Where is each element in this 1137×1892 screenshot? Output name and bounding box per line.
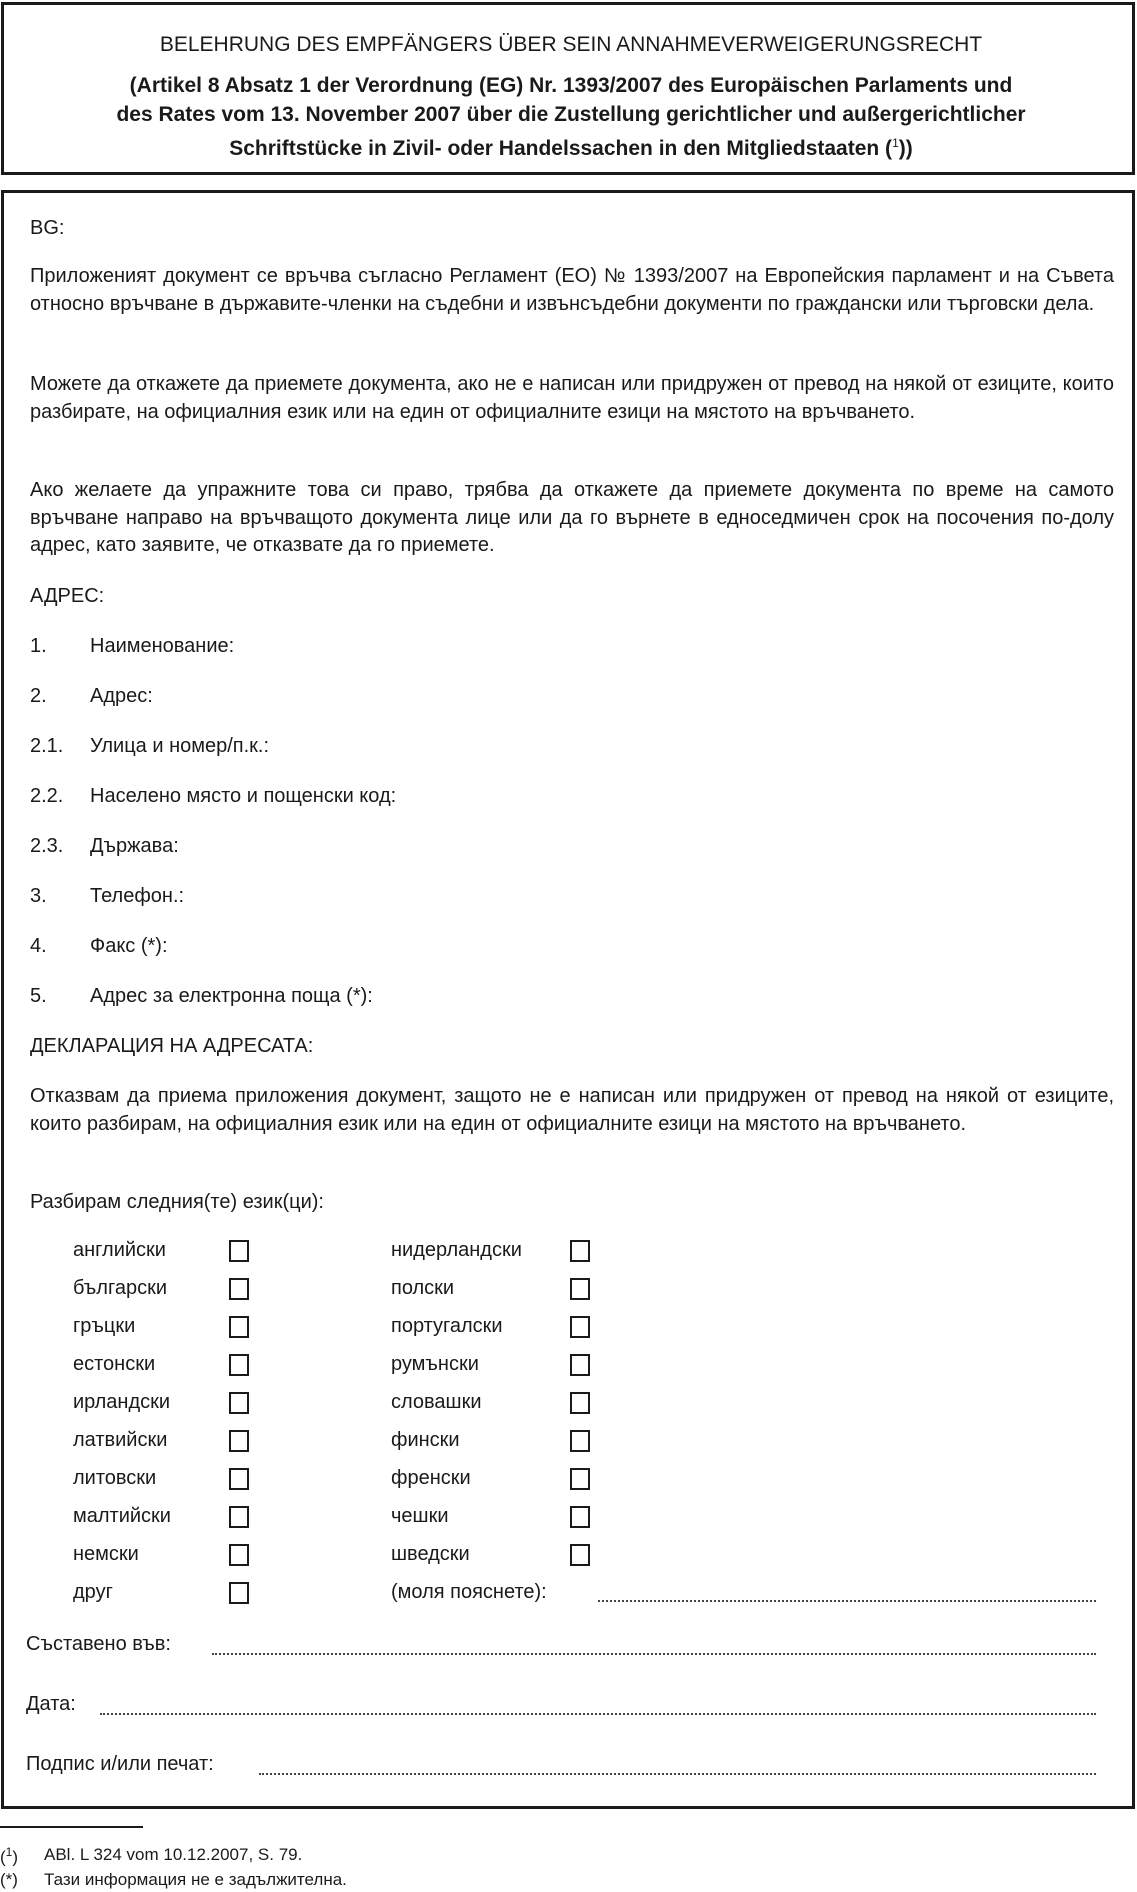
checkbox-swedish[interactable]	[570, 1544, 590, 1566]
address-field-address: Адрес:	[90, 685, 153, 707]
address-field-fax: Факс (*):	[90, 935, 168, 957]
language-label-swedish: шведски	[391, 1543, 470, 1565]
date-label: Дата:	[26, 1693, 76, 1715]
address-heading: АДРЕС:	[30, 585, 105, 607]
language-label-estonian: естонски	[73, 1353, 156, 1375]
address-field-city-postcode: Населено място и пощенски код:	[90, 785, 397, 807]
signature-label: Подпис и/или печат:	[26, 1753, 214, 1775]
footnote-2-text: Тази информация не е задължителна.	[44, 1870, 347, 1889]
checkbox-estonian[interactable]	[229, 1354, 249, 1376]
checkbox-french[interactable]	[570, 1468, 590, 1490]
address-field-name: Наименование:	[90, 635, 235, 657]
language-label-finnish: фински	[391, 1429, 460, 1451]
subtitle-line-1: (Artikel 8 Absatz 1 der Verordnung (EG) Nr. 1393/2007 des Europäischen Parlaments und	[129, 74, 1013, 97]
language-label-english: английски	[73, 1239, 166, 1261]
subtitle-line-3	[4, 129, 1137, 163]
address-field-num: 3.	[30, 885, 47, 907]
language-code: BG:	[30, 217, 65, 239]
language-label-german: немски	[73, 1543, 139, 1565]
declaration-heading: ДЕКЛАРАЦИЯ НА АДРЕСАТА:	[30, 1035, 314, 1057]
signature-field[interactable]	[259, 1773, 1096, 1775]
info-paragraph-1: Приложеният документ се връчва съгласно Регламент (ЕО) № 1393/2007 на Европейския парламент и на Съвета относно връчване в държавите-членки на съдебни и извънсъдебни документи по граждански или търговски дела.	[30, 265, 1114, 315]
checkbox-portuguese[interactable]	[570, 1316, 590, 1338]
language-label-slovak: словашки	[391, 1391, 482, 1413]
language-label-bulgarian: български	[73, 1277, 167, 1299]
language-label-romanian: румънски	[391, 1353, 479, 1375]
date-field[interactable]	[100, 1713, 1096, 1715]
footnote-1: ($^1$)	[0, 1845, 19, 1867]
checkbox-lithuanian[interactable]	[229, 1468, 249, 1490]
place-field[interactable]	[212, 1653, 1096, 1655]
address-field-num: 2.1.	[30, 735, 64, 757]
footnote-divider	[0, 1826, 143, 1828]
language-label-irish: ирландски	[73, 1391, 171, 1413]
other-specify-label: (моля пояснете):	[391, 1581, 547, 1603]
checkbox-bulgarian[interactable]	[229, 1278, 249, 1300]
address-field-street: Улица и номер/п.к.:	[90, 735, 270, 757]
address-field-country: Държава:	[90, 835, 179, 857]
address-field-num: 2.3.	[30, 835, 64, 857]
checkbox-german[interactable]	[229, 1544, 249, 1566]
language-label-other: друг	[73, 1581, 113, 1603]
address-field-num: 2.	[30, 685, 47, 707]
subtitle-line-2: des Rates vom 13. November 2007 über die Zustellung gerichtlicher und außergerichtlicher	[116, 103, 1026, 126]
header-box	[1, 2, 1135, 175]
address-field-num: 5.	[30, 985, 47, 1007]
language-label-czech: чешки	[391, 1505, 449, 1527]
checkbox-irish[interactable]	[229, 1392, 249, 1414]
checkbox-latvian[interactable]	[229, 1430, 249, 1452]
checkbox-other[interactable]	[229, 1582, 249, 1604]
language-label-polish: полски	[391, 1277, 455, 1299]
checkbox-english[interactable]	[229, 1240, 249, 1262]
checkbox-czech[interactable]	[570, 1506, 590, 1528]
info-paragraph-3: Ако желаете да упражните това си право, трябва да откажете да приемете документа по време на самото връчване направо на връчващото документа лице или да го върнете в едноседмичен срок на посочения по-долу адрес, като заявите, че отказвате да го приемете.	[30, 479, 1114, 556]
address-field-num: 1.	[30, 635, 47, 657]
footnote-1-marker: 1	[5, 1845, 13, 1859]
checkbox-maltese[interactable]	[229, 1506, 249, 1528]
footnote-ref-1[interactable]: 1	[892, 136, 899, 150]
subtitle-line-3-end: ))	[898, 137, 913, 160]
place-label: Съставено във:	[26, 1633, 171, 1655]
language-label-latvian: латвийски	[73, 1429, 168, 1451]
footnote-2-marker: (*)	[0, 1870, 18, 1889]
language-label-french: френски	[391, 1467, 471, 1489]
form-title: BELEHRUNG DES EMPFÄNGERS ÜBER SEIN ANNAHMEVERWEIGERUNGSRECHT	[159, 33, 983, 56]
checkbox-finnish[interactable]	[570, 1430, 590, 1452]
subtitle-line-3-text: Schriftstücke in Zivil- oder Handelssachen in den Mitgliedstaaten (	[229, 137, 893, 160]
form-body	[1, 190, 1135, 1809]
info-paragraph-2: Можете да откажете да приемете документа, ако не е написан или придружен от превод на някой от езиците, които разбирате, на официалния език или на един от официалните езици на мястото на връчването.	[30, 373, 1114, 423]
checkbox-polish[interactable]	[570, 1278, 590, 1300]
language-label-greek: гръцки	[73, 1315, 136, 1337]
checkbox-slovak[interactable]	[570, 1392, 590, 1414]
address-field-num: 4.	[30, 935, 47, 957]
address-field-phone: Телефон.:	[90, 885, 185, 907]
checkbox-romanian[interactable]	[570, 1354, 590, 1376]
checkbox-dutch[interactable]	[570, 1240, 590, 1262]
declaration-text: Отказвам да приема приложения документ, защото не е написан или придружен от превод на някой от езиците, които разбирам, на официалния език или на един от официалните езици на мястото на връчването.	[30, 1085, 1114, 1135]
other-specify-field[interactable]	[598, 1600, 1096, 1602]
languages-intro: Разбирам следния(те) език(ци):	[30, 1191, 324, 1213]
language-label-dutch: нидерландски	[391, 1239, 522, 1261]
address-field-num: 2.2.	[30, 785, 64, 807]
address-field-email: Адрес за електронна поща (*):	[90, 985, 373, 1007]
footnote-1-text: ABl. L 324 vom 10.12.2007, S. 79.	[44, 1845, 303, 1864]
language-label-portuguese: португалски	[391, 1315, 503, 1337]
checkbox-greek[interactable]	[229, 1316, 249, 1338]
form-subtitle	[4, 71, 1137, 163]
language-label-maltese: малтийски	[73, 1505, 171, 1527]
language-label-lithuanian: литовски	[73, 1467, 157, 1489]
